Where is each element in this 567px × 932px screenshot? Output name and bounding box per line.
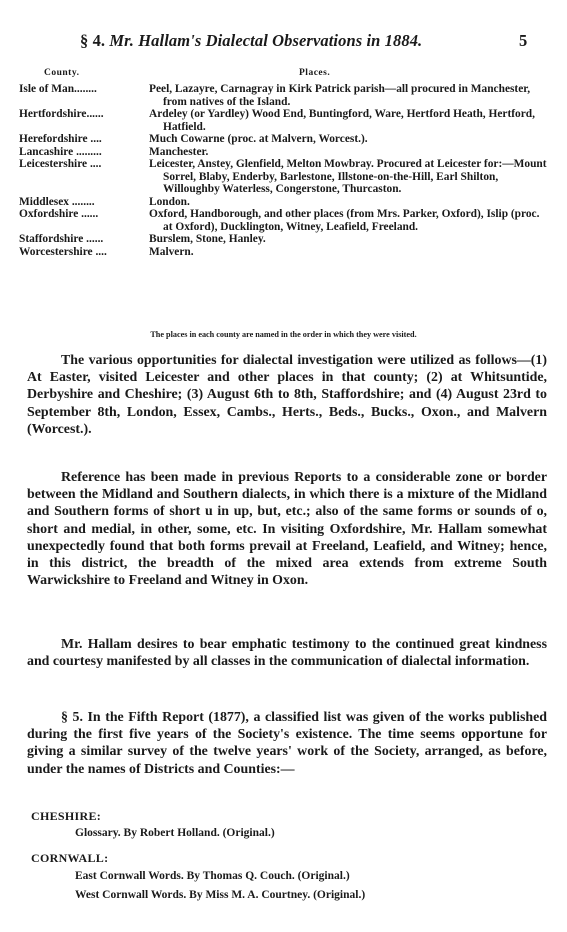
section-number: § 4. (80, 31, 106, 50)
paragraph-text: Reference has been made in previous Reports to a considerable zone or border between the Midland and Southern dialects, in which there is a mixture of the Midland and Southern forms of short u in up, but, etc.; also of the same forms or sounds of o, short and medial, in other, some, etc. In visiting Oxfordshire, Mr. Hallam somewhat unexpectedly found that both forms prevail at Freeland, Leafield, and Witney; hence, in this district, the breadth of the mixed area extends from extreme South Warwickshire to Freeland and Witney in Oxon. (27, 470, 547, 589)
table-row (19, 158, 549, 196)
places-list: London. (149, 195, 190, 208)
table-row (19, 83, 549, 108)
table-row (19, 246, 549, 259)
county-column-heading: County. (44, 68, 80, 78)
bibliography-entry: Glossary. By Robert Holland. (Original.) (75, 827, 275, 839)
table-footnote: The places in each county are named in the order in which they were visited. (150, 330, 417, 339)
paragraph-text: § 5. In the Fifth Report (1877), a classified list was given of the works published during the first five years of the Society's existence. The time seems opportune for giving a similar survey of the twelve years' work of the Society, arranged, as before, under the names of Districts and Counties:— (27, 710, 547, 777)
paragraph-text: Mr. Hallam desires to bear emphatic testimony to the continued great kindness and courtesy manifested by all classes in the communication of dialectal information. (27, 637, 547, 670)
page-number: 5 (519, 31, 528, 50)
places-list: Manchester. (149, 145, 209, 158)
county-name: Lancashire ......... (19, 145, 102, 158)
county-name: Isle of Man........ (19, 83, 97, 95)
section-heading-cornwall: CORNWALL: (31, 851, 109, 865)
page-title: Mr. Hallam's Dialectal Observations in 1884. (109, 31, 423, 50)
paragraph-opportunities (27, 352, 547, 438)
table-row (19, 146, 549, 159)
paragraph-text: The various opportunities for dialectal investigation were utilized as follows—(1) At Easter, visited Leicester and other places in that county; (2) at Whitsuntide, Derbyshire and Cheshire; (3) August 6th to 8th, Staffordshire; and (4) August 23rd to September 8th, London, Essex, Cambs., Herts., Beds., Bucks., Oxon., and Malvern (Worcest.). (27, 353, 547, 437)
section-heading-cheshire: CHESHIRE: (31, 809, 102, 823)
table-row (19, 133, 549, 146)
places-list: Malvern. (149, 245, 194, 258)
table-row (19, 208, 549, 233)
paragraph-section-5 (27, 709, 547, 778)
places-list: Ardeley (or Yardley) Wood End, Buntingford, Ware, Hertford Heath, Hertford, Hatfield. (149, 108, 535, 133)
county-name: Hertfordshire...... (19, 108, 104, 120)
places-list: Much Cowarne (proc. at Malvern, Worcest.). (149, 133, 368, 145)
header-title-line (80, 31, 422, 51)
table-row (19, 196, 549, 209)
county-name: Oxfordshire ...... (19, 208, 99, 220)
table-row (19, 108, 549, 133)
county-name: Leicestershire .... (19, 158, 102, 170)
running-header (0, 31, 567, 51)
county-name: Herefordshire .... (19, 133, 102, 145)
places-list: Leicester, Anstey, Glenfield, Melton Mowbray. Procured at Leicester for:—Mount Sorrel, Blaby, Enderby, Barlestone, Illstone-on-the-Hill, Earl Shilton, Willoughby Waterless, Congerstone, Thurcaston. (149, 158, 547, 195)
county-name: Staffordshire ...... (19, 233, 104, 245)
county-name: Middlesex ........ (19, 195, 95, 208)
paragraph-reference (27, 469, 547, 589)
places-list: Oxford, Handborough, and other places (from Mrs. Parker, Oxford), Islip (proc. at Oxford), Ducklington, Witney, Leafield, Freeland. (149, 208, 540, 233)
paragraph-testimony (27, 636, 547, 670)
bibliography-entry: East Cornwall Words. By Thomas Q. Couch. (Original.) (75, 870, 350, 882)
places-list: Burslem, Stone, Hanley. (149, 233, 266, 245)
county-places-table (19, 83, 549, 258)
places-list: Peel, Lazayre, Carnagray in Kirk Patrick parish—all procured in Manchester, from natives of the Island. (149, 83, 531, 108)
table-row (19, 233, 549, 246)
places-column-heading: Places. (299, 68, 331, 78)
bibliography-entry: West Cornwall Words. By Miss M. A. Courtney. (Original.) (75, 889, 366, 901)
county-name: Worcestershire .... (19, 245, 107, 258)
